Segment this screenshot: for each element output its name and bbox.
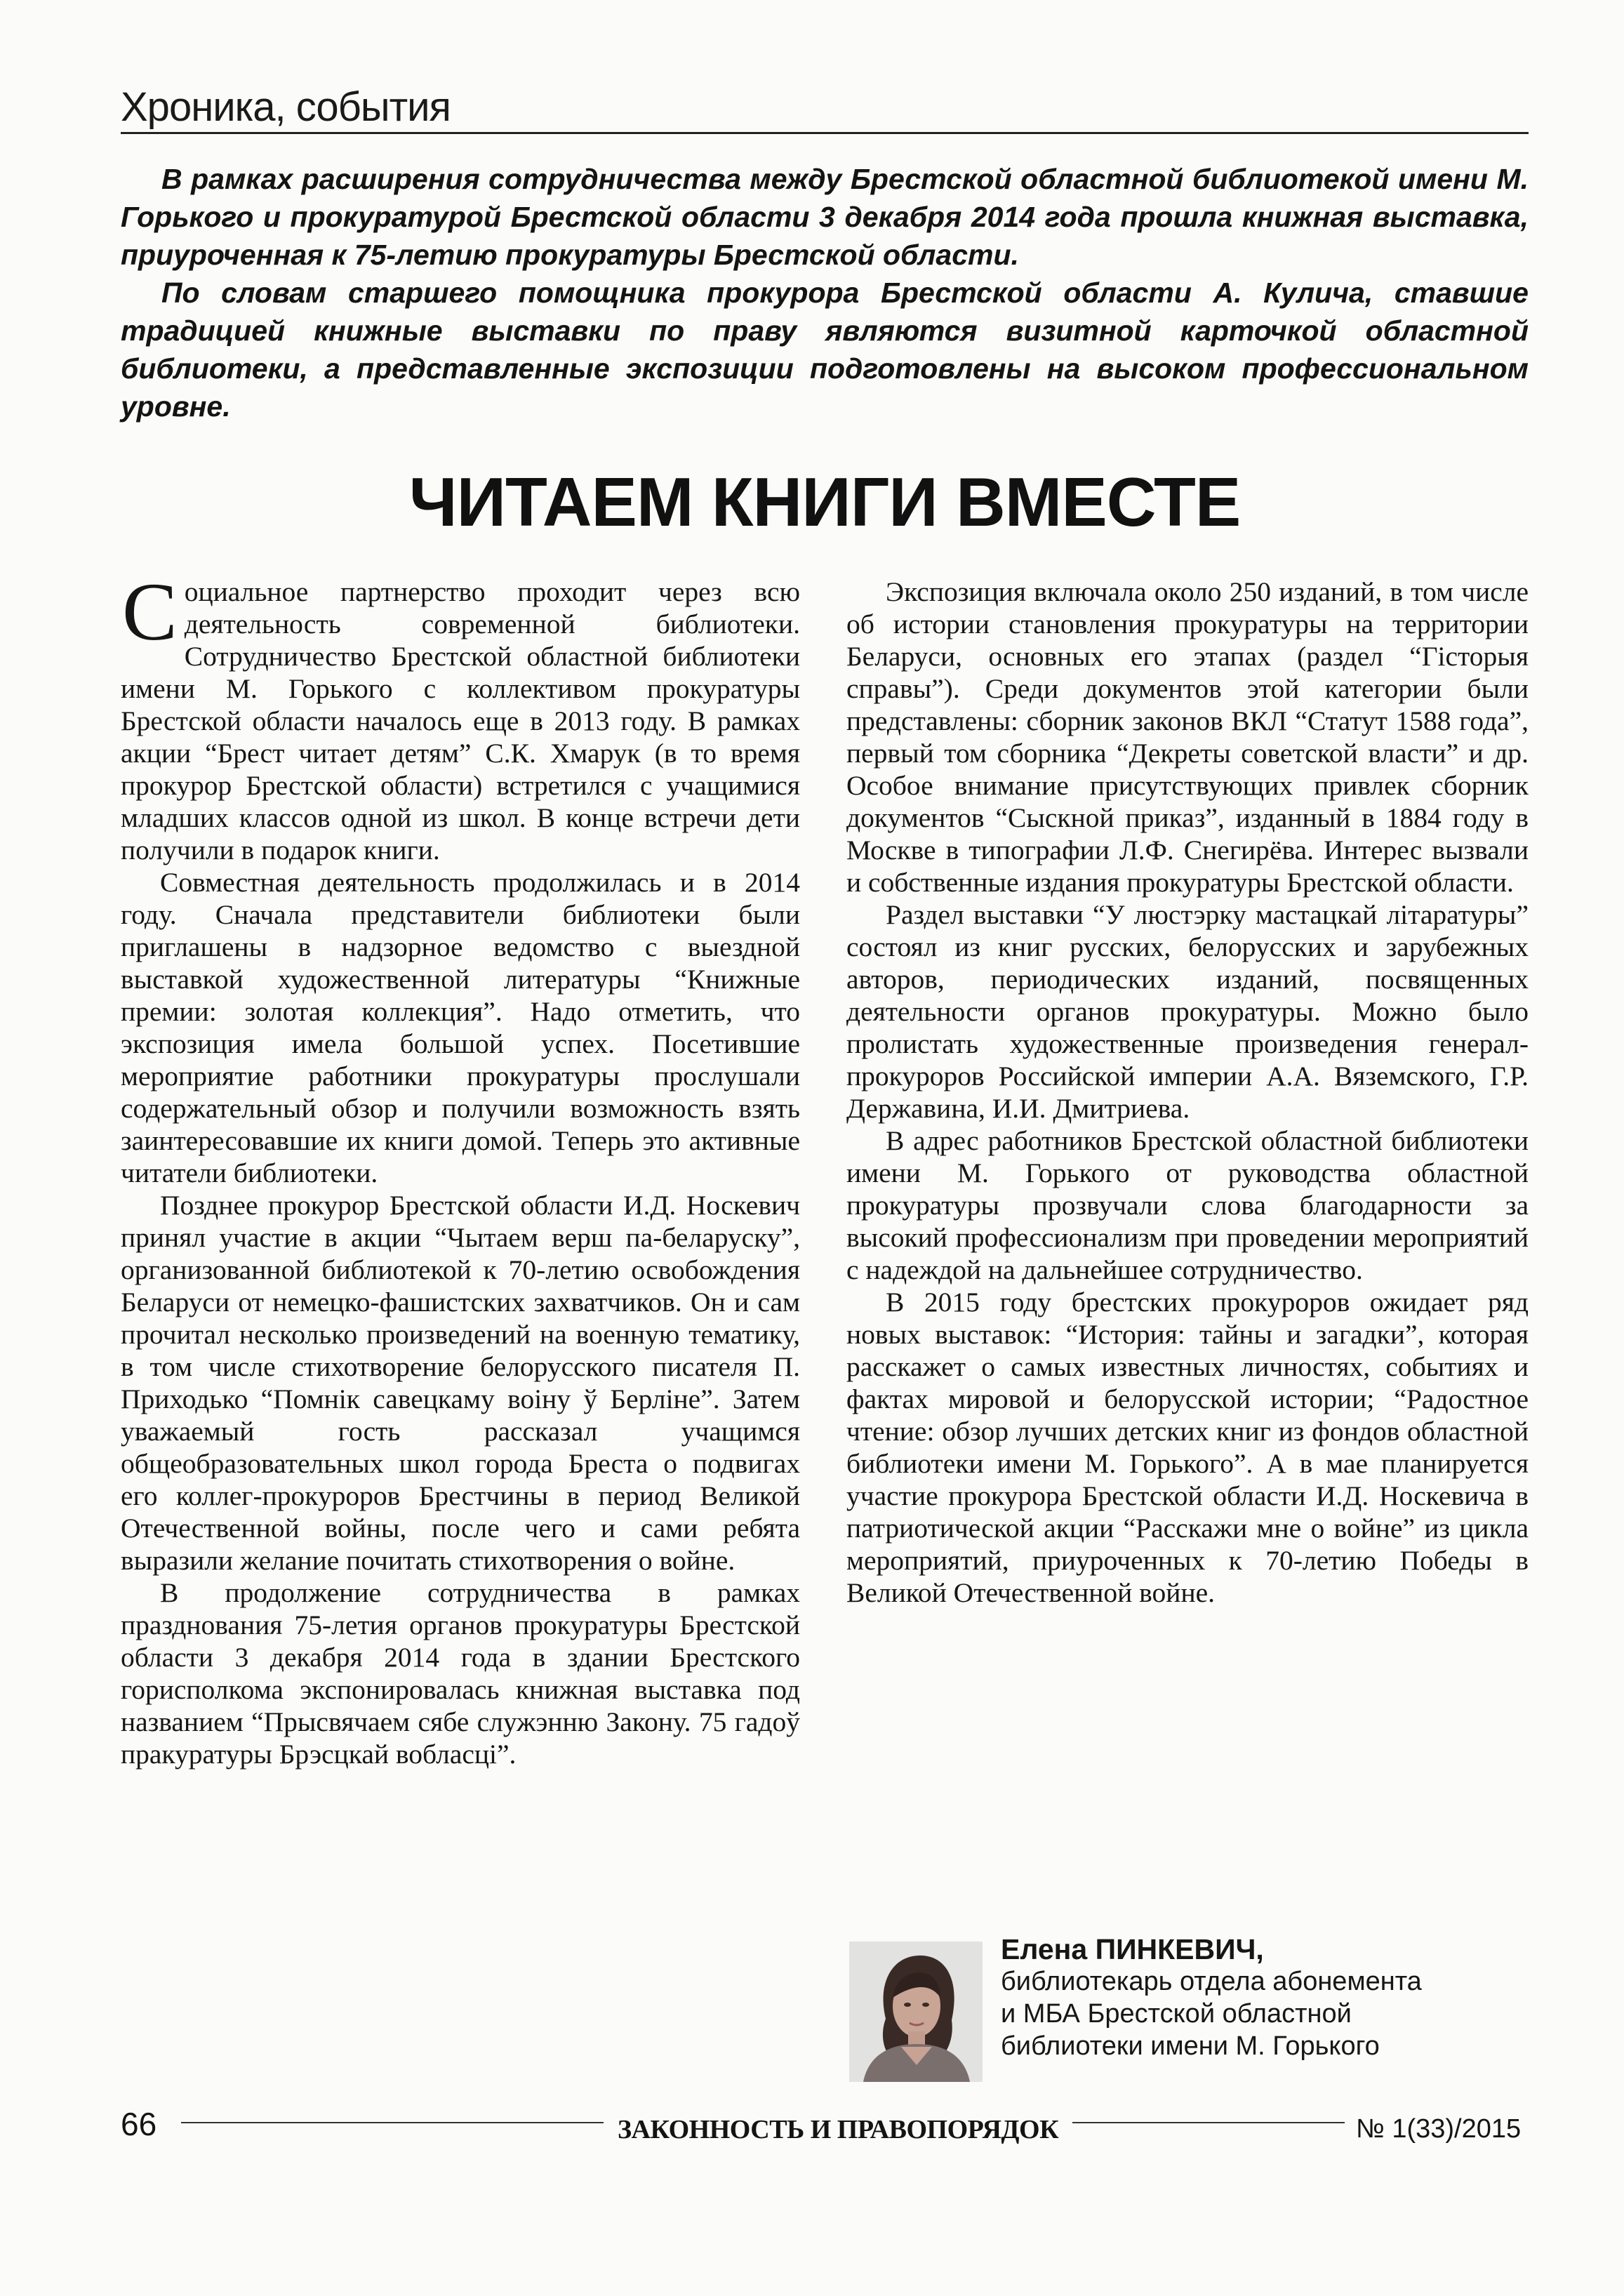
body-paragraph: В продолжение сотрудничества в рамках празднования 75-летия органов прокуратуры Брестской области 3 декабря 2014 года в здании Брестского горисполкома экспонировалась книжная выставка под названием “Прысвячаем сябе служэнню Закону. 75 гадоў пракуратуры Брэсцкай вобласці”. (121, 1577, 800, 1770)
body-paragraph: В 2015 году брестских прокуроров ожидает ряд новых выставок: “История: тайны и загадки”, которая расскажет о самых известных личностях, событиях и фактах мировой и белорусской истории; “Радостное чтение: обзор лучших детских книг из фондов областной библиотеки имени М. Горького”. А в мае планируется участие прокурора Брестской области И.Д. Носкевича в патриотической акции “Расскажи мне о войне” из цикла мероприятий, приуроченных к 70-летию Победы в Великой Отечественной войне. (846, 1287, 1529, 1608)
lead-paragraph: По словам старшего помощника прокурора Брестской области А. Кулича, ставшие традицией книжные выставки по праву являются визитной карточкой областной библиотеки, а представленные экспозиции подготовлены на высоком профессиональном уровне. (121, 277, 1529, 423)
journal-name: ЗАКОННОСТЬ И ПРАВОПОРЯДОК (604, 2113, 1072, 2146)
body-paragraph: Позднее прокурор Брестской области И.Д. Носкевич принял участие в акции “Чытаем верш па-беларуску”, организованной библиотекой к 70-летию освобождения Беларуси от немецко-фашистских захватчиков. Он и сам прочитал несколько произведений на военную тематику, в том числе стихотворение белорусского писателя П. Приходько “Помнік савецкаму воіну ў Берліне”. Затем уважаемый гость рассказал учащимся общеобразовательных школ города Бреста о подвигах его коллег-прокуроров Брестчины в период Великой Отечественной войны, после чего и сами ребята выразили желание почитать стихотворения о войне. (121, 1190, 800, 1576)
body-paragraph: Экспозиция включала около 250 изданий, в том числе об истории становления прокуратуры на территории Беларуси, основных его этапах (раздел “Гісторыя справы”). Среди документов этой категории были представлены: сборник законов ВКЛ “Статут 1588 года”, первый том сборника “Декреты советской власти” и др. Особое внимание присутствующих привлек сборник документов “Сыскной приказ”, изданный в 1884 году в Москве в типографии Л.Ф. Снегирёва. Интерес вызвали и собственные издания прокуратуры Брестской области. (846, 576, 1529, 898)
author-position-line: и МБА Брестской областной (1001, 1999, 1352, 2029)
body-paragraph: Совместная деятельность продолжилась и в 2014 году. Сначала представители библиотеки были приглашены в надзорное ведомство с выездной выставкой художественной литературы “Книжные премии: золотая коллекция”. Надо отметить, что экспозиция имела большой успех. Посетившие мероприятие работники прокуратуры прослушали содержательный обзор и получили возможность взять заинтересовавшие их книги домой. Теперь это активные читатели библиотеки. (121, 867, 800, 1188)
author-photo (849, 1942, 983, 2082)
body-paragraph: Раздел выставки “У люстэрку мастацкай літаратуры” состоял из книг русских, белорусских и зарубежных авторов, периодических изданий, посвященных деятельности органов прокуратуры. Можно было пролистать художественные произведения генерал-прокуроров Российской империи А.А. Вяземского, Г.Р. Державина, И.И. Дмитриева. (846, 899, 1529, 1124)
header-rule (121, 132, 1529, 134)
author-name: Елена ПИНКЕВИЧ, (1001, 1933, 1264, 1965)
issue-number: № 1(33)/2015 (1345, 2111, 1521, 2147)
left-column (121, 566, 800, 1770)
lead-paragraph: В рамках расширения сотрудничества между Брестской областной библиотекой имени М. Горького и прокуратурой Брестской области 3 декабря 2014 года прошла книжная выставка, приуроченная к 75-летию прокуратуры Брестской области. (121, 163, 1529, 271)
article-headline: ЧИТАЕМ КНИГИ ВМЕСТЕ (408, 463, 1241, 540)
lead-block (121, 160, 1529, 425)
section-title: Хроника, события (121, 84, 451, 130)
author-credit (1001, 1933, 1534, 2062)
author-position-line: библиотеки имени М. Горького (1001, 2031, 1380, 2061)
drop-cap: С (122, 566, 178, 658)
author-portrait-illustration (849, 1942, 983, 2082)
author-block (849, 1933, 1529, 2082)
body-paragraph (121, 566, 800, 866)
body-paragraph-text: оциальное партнерство проходит через всю деятельность современной библиотеки. Сотрудничество Брестской областной библиотеки имени М. Горького с коллективом прокуратуры Брестской области началось еще в 2013 году. В рамках акции “Брест читает детям” С.К. Хмарук (в то время прокурор Брестской области) встретился с учащимися младших классов одной из школ. В конце встречи дети получили в подарок книги. (121, 576, 800, 865)
body-paragraph: В адрес работников Брестской областной библиотеки имени М. Горького от руководства областной прокуратуры прозвучали слова благодарности за высокий профессионализм при проведении мероприятий с надеждой на дальнейшее сотрудничество. (846, 1125, 1529, 1285)
author-position-line: библиотекарь отдела абонемента (1001, 1967, 1422, 1996)
right-column (846, 576, 1529, 1609)
page-number: 66 (121, 2106, 157, 2142)
